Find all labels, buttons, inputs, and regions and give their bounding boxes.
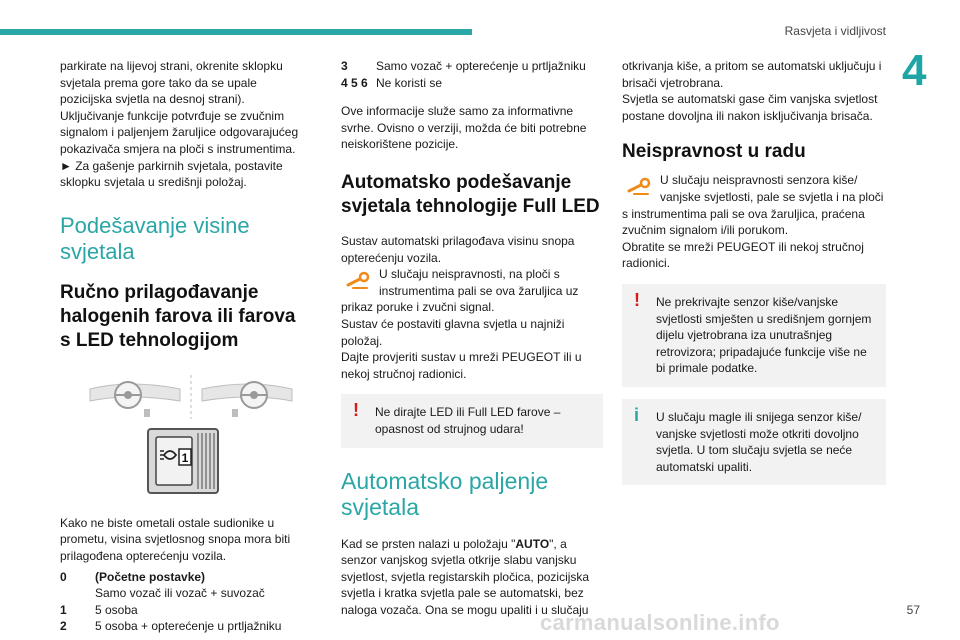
paragraph: Kad se prsten nalazi u položaju "AUTO", a senzor vanjskog svjetla otkrije slabu vanjsku svjetlost, svjetla registarskih pločica, pozicijska svjetla i kratka svjetla pale se automatski, bez naloga vozača. Ona se mogu upaliti i u slučaju: [341, 536, 590, 617]
dashboard-illustration: [60, 367, 308, 507]
wrench-warning-icon: [622, 172, 656, 202]
chapter-number: 4: [902, 46, 927, 95]
info-icon: i: [634, 404, 640, 425]
watermark: carmanualsonline.info: [540, 610, 780, 635]
list-item: 3 Samo vozač + opterećenje u prtljažniku: [341, 59, 586, 73]
steering-wheel-icon: [115, 382, 141, 408]
list-item: 2 5 osoba + opterećenje u prtljažniku: [60, 619, 282, 634]
warning-note: ! Ne dirajte LED ili Full LED farove – opasnost od strujnog udara!: [341, 394, 603, 447]
paragraph: ► Za gašenje parkirnih svjetala, postavite sklopku svjetala u središnji položaj.: [60, 158, 283, 190]
paragraph: Sustav će postaviti glavna svjetla u najniži položaj.: [341, 316, 565, 348]
warning-note: ! Ne prekrivajte senzor kiše/vanjske svjetlosti smješten u središnjem gornjem dijelu vjetrobrana iza unutrašnjeg retrovizora; pripadajuće funkcije više ne bi primale podatke.: [622, 284, 886, 387]
info-note: i U slučaju magle ili snijega senzor kiše/ vanjske svjetlosti može otkriti dovoljno svjetla. U tom slučaju svjetla se neće automatski upaliti.: [622, 399, 886, 485]
heading-full-led: Automatsko podešavanje svjetala tehnologije Full LED: [341, 171, 600, 217]
heading-height-adjust: Podešavanje visine svjetala: [60, 212, 250, 264]
header-accent-bar: [0, 29, 472, 35]
list-item: 0 (Početne postavke): [60, 569, 206, 584]
switch-position-digit: 1: [181, 450, 189, 465]
paragraph: Svjetla se automatski gase čim vanjska svjetlost postane dovoljna ili nakon isključivanja brisača.: [622, 92, 878, 123]
heading-manual-adjust: Ručno prilagođavanje halogenih farova ili farova s LED tehnologijom: [60, 281, 296, 351]
list-item: Samo vozač ili vozač + suvozač: [95, 586, 265, 601]
headlamp-adjust-figure: [60, 367, 308, 507]
paragraph: Kako ne biste ometali ostale sudionike u prometu, visina svjetlosnog snopa mora biti prilagođena opterećenju vozila.: [60, 515, 291, 563]
paragraph: Obratite se mreži PEUGEOT ili nekoj stručnoj radionici.: [622, 239, 864, 271]
page-number: 57: [906, 603, 920, 617]
paragraph: Sustav automatski prilagođava visinu snopa opterećenju vozila.: [341, 233, 575, 265]
paragraph: Uključivanje funkcije potvrđuje se zvučnim signalom i paljenjem žaruljice odgovarajućeg pokazivača smjera na ploči s instrumentima.: [60, 108, 299, 156]
exclamation-icon: !: [353, 400, 359, 421]
paragraph: Dajte provjeriti sustav u mreži PEUGEOT ili u nekoj stručnoj radionici.: [341, 350, 582, 381]
column-2: [341, 58, 603, 618]
column-1: [60, 58, 308, 635]
exclamation-icon: !: [634, 289, 640, 310]
heading-auto-lighting: Automatsko paljenje svjetala: [341, 467, 549, 520]
list-item: 1 5 osoba: [60, 602, 138, 617]
fault-paragraph: U slučaju neispravnosti senzora kiše/ vanjske svjetlosti, pale se svjetla i na ploči s instrumentima pali se ova žaruljica, praćena zvučnim signalom i/ili porukom.: [622, 173, 884, 238]
paragraph: parkirate na lijevoj strani, okrenite sklopku svjetala prema gore tako da se upale pozicijska svjetla na desnoj strani).: [60, 59, 283, 107]
paragraph: otkrivanja kiše, a pritom se automatski uključuju i brisači vjetrobrana.: [622, 59, 882, 90]
heading-malfunction: Neispravnost u radu: [622, 141, 806, 163]
wrench-warning-icon: [341, 266, 375, 296]
fault-paragraph: U slučaju neispravnosti, na ploči s instrumentima pali se ova žaruljica uz prikaz poruke i zvučni signal.: [341, 267, 579, 315]
list-item: 4 5 6 Ne koristi se: [341, 75, 443, 90]
column-3: [622, 58, 886, 497]
paragraph: Ove informacije služe samo za informativne svrhe. Ovisno o verziji, možda će biti potrebne neiskorištene pozicije.: [341, 104, 587, 152]
section-title: Rasvjeta i vidljivost: [784, 24, 886, 38]
